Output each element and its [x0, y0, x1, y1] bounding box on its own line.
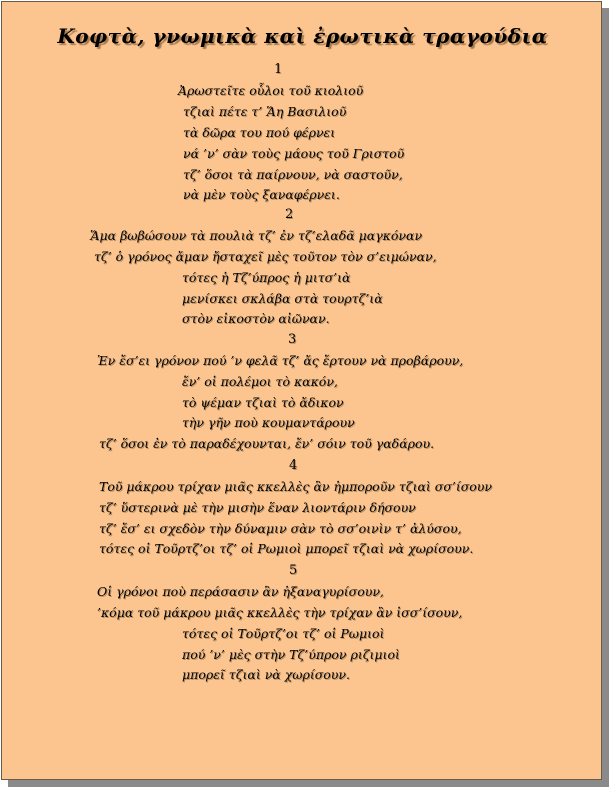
page-title: Κοφτὰ, γνωμικὰ καὶ ἐρωτικὰ τραγούδια [57, 24, 548, 48]
verse-line: ἔν’ οἱ πολέμοι τὸ κακόν, [182, 374, 338, 389]
stanza-number: 3 [288, 332, 297, 347]
verse-line: ’κόμα τοῦ μάκρου μιᾶς κκελλὲς τὴν τρίχαν ἂν ἰσσ’ίσουν, [97, 605, 463, 620]
verse-line: στὸν εἰκοστὸν αἰῶναν. [182, 311, 330, 326]
verse-line: τζ’ ὅσοι ἐν τὸ παραδέχουνται, ἔν’ σόιν τοῦ γαδάρου. [99, 436, 435, 451]
verse-line: τζ’ ὅσοι τὰ παίρνουν, νὰ σαστοῦν, [183, 167, 403, 182]
verse-line: τζιαὶ πέτε τ’ Ἅη Βασιλιοῦ [183, 104, 347, 119]
verse-line: τζ’ ὕστερινὰ μὲ τὴν μισὴν ἕναν λιοντάριν δήσουν [99, 500, 416, 515]
verse-line: τζ’ ὁ γρόνος ἄμαν ἤσταχεῖ μὲς τοῦτον τὸν σ’ειμώναν, [94, 249, 437, 264]
page-frame [1, 1, 602, 780]
stanza-number: 4 [289, 458, 298, 473]
verse-line: τὰ δῶρα του πού φέρνει [183, 125, 336, 140]
verse-line: τὴν γῆν ποὺ κουμαντάρουν [182, 415, 355, 430]
verse-line: πού ’ν’ μὲς στὴν Τζ’ύπρον ριζιμιοὶ [182, 647, 400, 662]
stanza-number: 1 [274, 62, 283, 77]
verse-line: Ἅμα βωβώσουν τὰ πουλιὰ τζ’ ἐν τζ’ελαδᾶ μαγκόναν [90, 228, 423, 243]
verse-line: τότες οἱ Τοῦρτζ’οι τζ’ οἱ Ρωμιοὶ μπορεῖ τζιαὶ νὰ χωρίσουν. [99, 541, 474, 556]
verse-line: Ἐν ἔσ’ει γρόνον πού ’ν φελᾶ τζ’ ἄς ἔρτουν νὰ προβάρουν, [97, 353, 464, 368]
verse-line: Τοῦ μάκρου τρίχαν μιᾶς κκελλὲς ἂν ἠμποροῦν τζιαὶ σσ’ίσουν [99, 479, 492, 494]
verse-line: μενίσκει σκλάβα στὰ τουρτζ’ιὰ [182, 291, 383, 306]
verse-line: μπορεῖ τζιαὶ νὰ χωρίσουν. [182, 667, 350, 682]
verse-line: τζ’ ἔσ’ ει σχεδὸν τὴν δύναμιν σὰν τὸ σσ’οινὶν τ’ ἀλύσου, [99, 521, 462, 536]
verse-line: τότες οἱ Τοῦρτζ’οι τζ’ οἱ Ρωμιοὶ [182, 626, 385, 641]
verse-line: τότες ἡ Τζ’ύπρος ἡ μιτσ’ιὰ [182, 270, 351, 285]
verse-line: νά ’ν’ σὰν τοὺς μάους τοῦ Γριστοῦ [183, 146, 405, 161]
verse-line: τὸ ψέμαν τζιαὶ τὸ ἄδικον [182, 395, 344, 410]
verse-line: νὰ μὲν τοὺς ξαναφέρνει. [183, 187, 340, 202]
stanza-number: 2 [285, 207, 294, 222]
verse-line: Οἱ γρόνοι ποὺ περάσασιν ἂν ἠξαναγυρίσουν, [97, 584, 384, 599]
stanza-number: 5 [289, 563, 298, 578]
verse-line: Ἀρωστεῖτε οὗλοι τοῦ κιολιοῦ [178, 83, 364, 98]
